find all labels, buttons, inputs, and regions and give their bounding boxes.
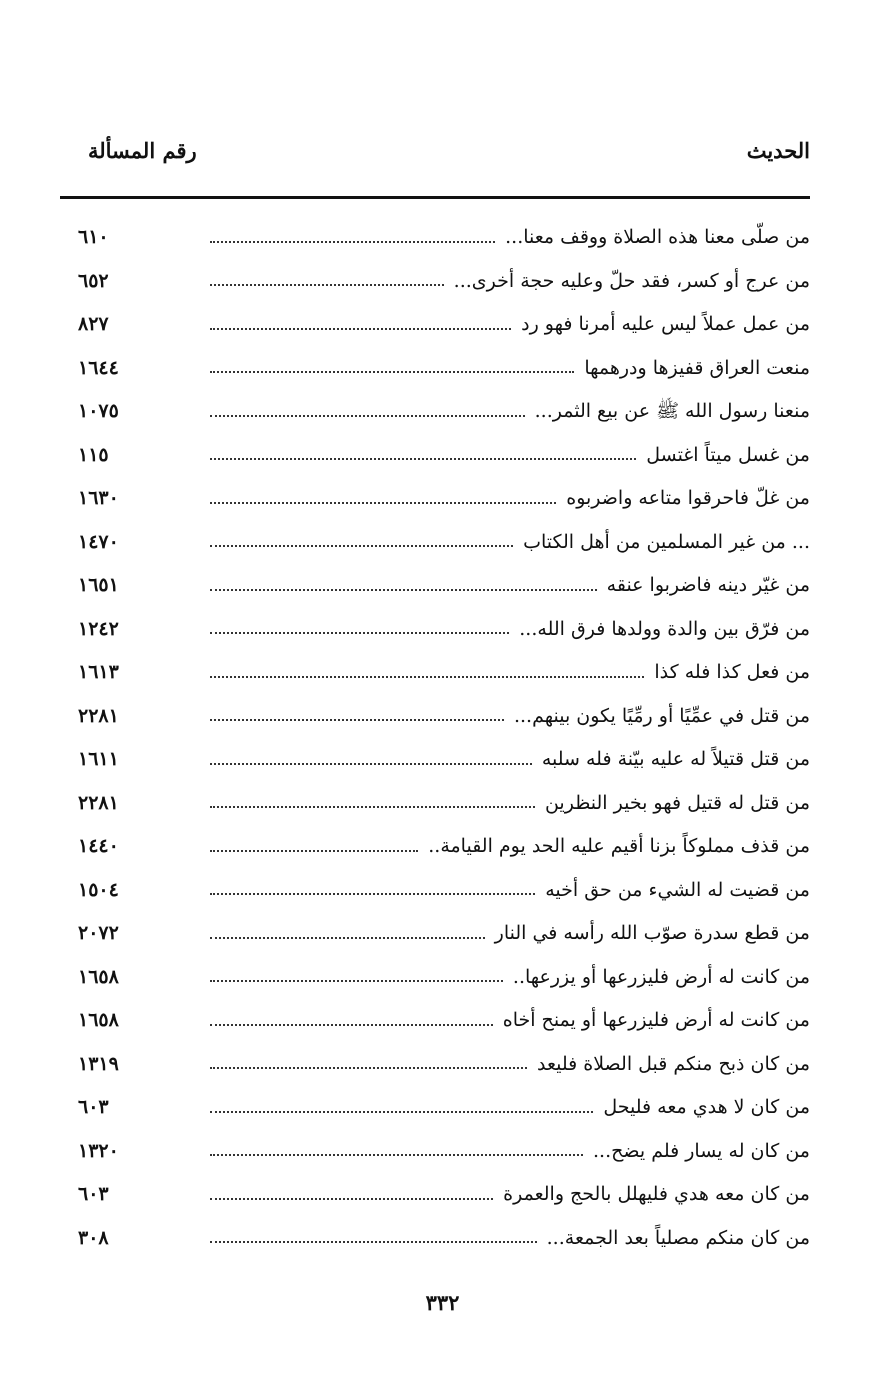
issue-number: ١٤٧٠	[78, 530, 119, 553]
hadith-text: منعت العراق قفيزها ودرهمها	[584, 356, 810, 379]
hadith-text: من صلّى معنا هذه الصلاة ووقف معنا...	[505, 226, 810, 249]
issue-number: ١٠٧٥	[78, 400, 119, 423]
hadith-text: من غلّ فاحرقوا متاعه واضربوه	[566, 487, 810, 510]
dot-leader	[210, 850, 418, 852]
issue-number: ١٤٤٠	[78, 835, 119, 858]
list-item	[60, 738, 810, 782]
issue-number: ٦٠٣	[78, 1096, 109, 1119]
dot-leader	[210, 502, 556, 504]
issue-number: ١٦١١	[78, 748, 119, 771]
entry-list	[60, 216, 810, 1260]
issue-number: ٢٢٨١	[78, 791, 119, 814]
issue-number: ٦١٠	[78, 226, 109, 249]
list-item	[60, 1043, 810, 1087]
hadith-text: من فرّق بين والدة وولدها فرق الله...	[519, 617, 810, 640]
dot-leader	[210, 719, 504, 721]
hadith-text: من عرج أو كسر، فقد حلّ وعليه حجة أخرى...	[453, 269, 810, 292]
list-item	[60, 303, 810, 347]
hadith-text: من غيّر دينه فاضربوا عنقه	[606, 574, 810, 597]
hadith-text: ... من غير المسلمين من أهل الكتاب	[523, 530, 810, 553]
issue-number: ٢٢٨١	[78, 704, 119, 727]
list-item	[60, 695, 810, 739]
hadith-text: من قذف مملوكاً بزنا أقيم عليه الحد يوم القيامة..	[428, 835, 810, 858]
hadith-text: من كان لا هدي معه فليحل	[603, 1096, 810, 1119]
list-item	[60, 260, 810, 304]
hadith-text: من فعل كذا فله كذا	[654, 661, 810, 684]
dot-leader	[210, 893, 535, 895]
issue-number: ١١٥	[78, 443, 109, 466]
hadith-text: من عمل عملاً ليس عليه أمرنا فهو رد	[521, 313, 810, 336]
list-item	[60, 564, 810, 608]
table-header	[60, 138, 810, 182]
issue-number: ١٦٥٨	[78, 965, 119, 988]
dot-leader	[210, 415, 525, 417]
list-item	[60, 608, 810, 652]
dot-leader	[210, 1154, 583, 1156]
dot-leader	[210, 1198, 493, 1200]
list-item	[60, 869, 810, 913]
dot-leader	[210, 241, 495, 243]
hadith-text: من كان منكم مصلياً بعد الجمعة...	[546, 1226, 810, 1249]
dot-leader	[210, 371, 574, 373]
list-item	[60, 434, 810, 478]
issue-number: ١٢٤٢	[78, 617, 119, 640]
issue-number: ٨٢٧	[78, 313, 109, 336]
hadith-text: من كانت له أرض فليزرعها أو يمنح أخاه	[502, 1009, 810, 1032]
hadith-text: من كانت له أرض فليزرعها أو يزرعها..	[512, 965, 810, 988]
list-item	[60, 477, 810, 521]
dot-leader	[210, 589, 597, 591]
dot-leader	[210, 937, 485, 939]
issue-number: ١٦٥١	[78, 574, 119, 597]
issue-number: ١٥٠٤	[78, 878, 119, 901]
list-item	[60, 216, 810, 260]
issue-number: ١٦٥٨	[78, 1009, 119, 1032]
hadith-text: من قتل له قتيل فهو بخير النظرين	[544, 791, 810, 814]
hadith-text: من قطع سدرة صوّب الله رأسه في النار	[494, 922, 810, 945]
list-item	[60, 521, 810, 565]
list-item	[60, 651, 810, 695]
dot-leader	[210, 1241, 537, 1243]
dot-leader	[210, 328, 511, 330]
list-item	[60, 1086, 810, 1130]
issue-number: ١٦٣٠	[78, 487, 119, 510]
list-item	[60, 956, 810, 1000]
hadith-text: من قتل في عمِّيًا أو رمِّيًا يكون بينهم...	[513, 704, 810, 727]
issue-number: ٣٠٨	[78, 1226, 109, 1249]
list-item	[60, 825, 810, 869]
page-number: ٣٣٢	[425, 1290, 460, 1315]
issue-number: ٢٠٧٢	[78, 922, 119, 945]
dot-leader	[210, 676, 644, 678]
list-item	[60, 999, 810, 1043]
issue-number: ١٦١٣	[78, 661, 119, 684]
hadith-text: من غسل ميتاً اغتسل	[646, 443, 810, 466]
hadith-text: منعنا رسول الله ﷺ عن بيع الثمر...	[534, 400, 810, 423]
issue-number: ٦٠٣	[78, 1183, 109, 1206]
hadith-text: من كان له يسار فلم يضح...	[593, 1139, 810, 1162]
dot-leader	[210, 806, 535, 808]
issue-number: ١٦٤٤	[78, 356, 119, 379]
list-item	[60, 1173, 810, 1217]
list-item	[60, 782, 810, 826]
issue-number: ١٣٢٠	[78, 1139, 119, 1162]
dot-leader	[210, 284, 444, 286]
dot-leader	[210, 1067, 527, 1069]
list-item	[60, 1217, 810, 1261]
dot-leader	[210, 632, 509, 634]
header-rule	[60, 196, 810, 199]
issue-number: ٦٥٢	[78, 269, 109, 292]
hadith-text: من كان معه هدي فليهلل بالحج والعمرة	[503, 1183, 810, 1206]
hadith-text: من قضيت له الشيء من حق أخيه	[545, 878, 810, 901]
list-item	[60, 1130, 810, 1174]
list-item	[60, 912, 810, 956]
dot-leader	[210, 1111, 593, 1113]
list-item	[60, 347, 810, 391]
issue-number: ١٣١٩	[78, 1052, 119, 1075]
dot-leader	[210, 763, 532, 765]
hadith-column-heading: الحديث	[746, 138, 810, 163]
list-item	[60, 390, 810, 434]
hadith-text: من قتل قتيلاً له عليه بيّنة فله سلبه	[541, 748, 810, 771]
number-column-heading: رقم المسألة	[88, 138, 197, 163]
hadith-text: من كان ذبح منكم قبل الصلاة فليعد	[536, 1052, 810, 1075]
dot-leader	[210, 458, 636, 460]
dot-leader	[210, 545, 513, 547]
dot-leader	[210, 980, 503, 982]
dot-leader	[210, 1024, 493, 1026]
